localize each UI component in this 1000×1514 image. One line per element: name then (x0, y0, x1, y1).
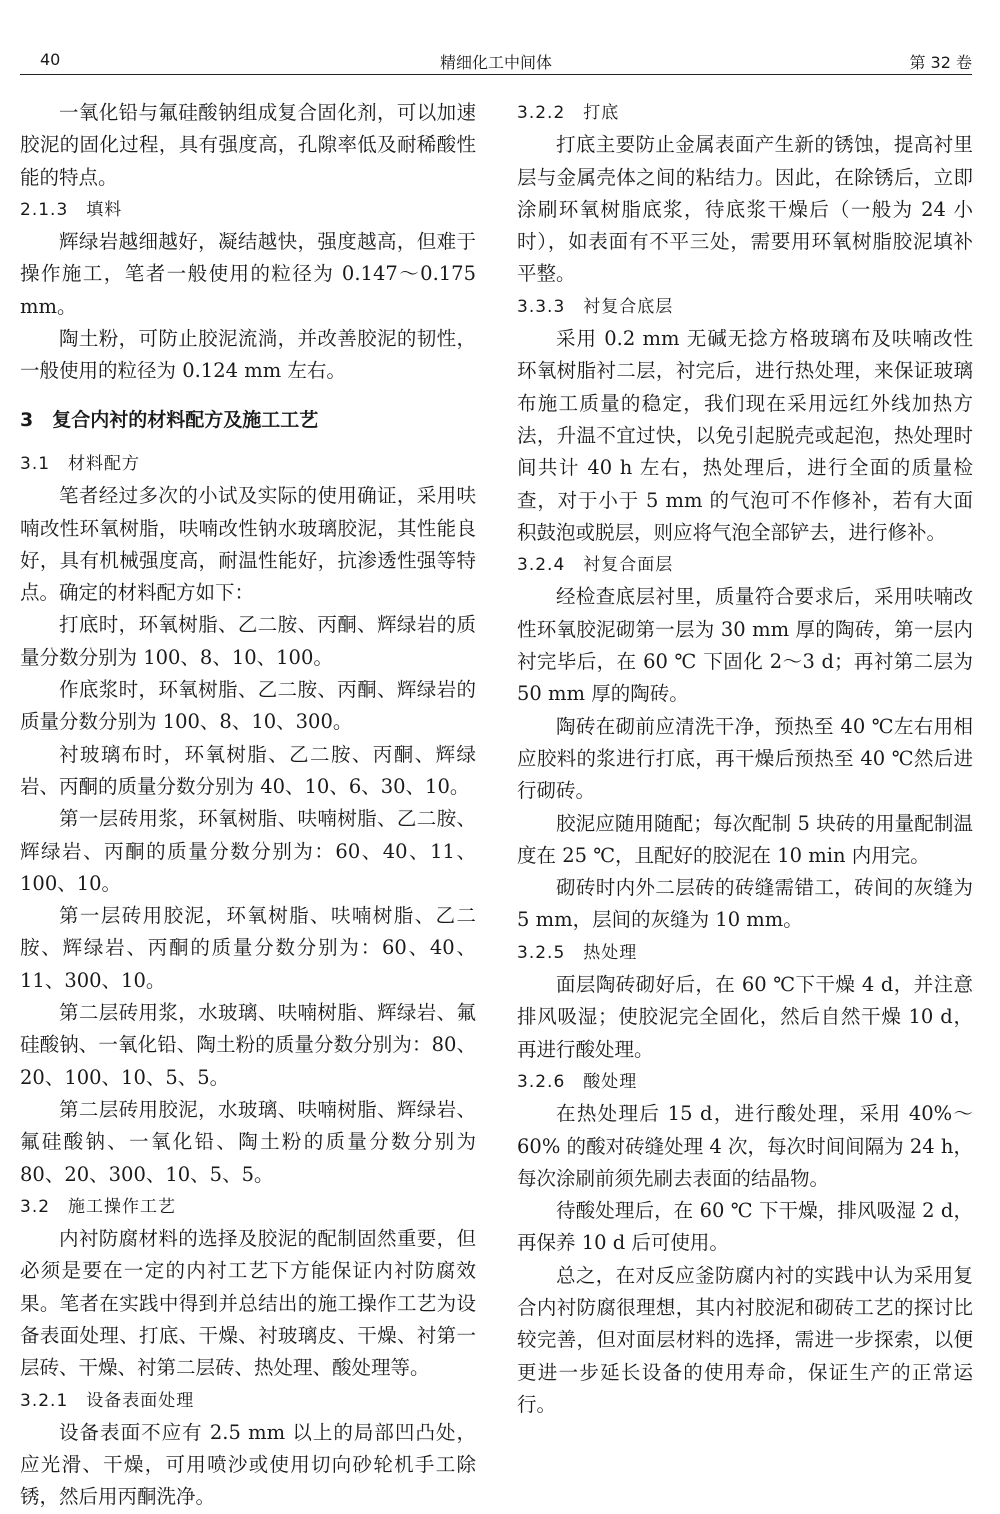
paragraph: 内衬防腐材料的选择及胶泥的配制固然重要，但必须是要在一定的内衬工艺下方能保证内衬防腐效果。笔者在实践中得到并总结出的施工操作工艺为设备表面处理、打底、干燥、衬玻璃皮、干燥、衬第一层砖、干燥、衬第二层砖、热处理、酸处理等。 (20, 1227, 476, 1380)
section-heading: 3.2 施工操作工艺 (20, 1196, 177, 1217)
paragraph: 笔者经过多次的小试及实际的使用确证，采用呋喃改性环氧树脂，呋喃改性钠水玻璃胶泥，其性能良好，具有机械强度高，耐温性能好，抗渗透性强等特点。确定的材料配方如下： (20, 484, 476, 605)
paragraph: 第一层砖用胶泥，环氧树脂、呋喃树脂、乙二胺、辉绿岩、丙酮的质量分数分别为：60、40、11、300、10。 (20, 904, 476, 992)
paragraph: 衬玻璃布时，环氧树脂、乙二胺、丙酮、辉绿岩、丙酮的质量分数分别为 40、10、6、30、10。 (20, 742, 476, 798)
left-column (20, 97, 476, 1514)
paragraph: 在热处理后 15 d，进行酸处理，采用 40%～60% 的酸对砖缝处理 4 次，每次时间间隔为 24 h，每次涂刷前须先刷去表面的结晶物。 (517, 1102, 973, 1190)
section-heading: 3.3.3 衬复合底层 (517, 296, 674, 317)
section-heading: 3.2.1 设备表面处理 (20, 1390, 195, 1411)
paragraph: 设备表面不应有 2.5 mm 以上的局部凹凸处，应光滑、干燥，可用喷沙或使用切向砂轮机手工除锈，然后用丙酮洗净。 (20, 1420, 476, 1509)
page-number: 40 (40, 50, 61, 69)
paragraph: 陶土粉，可防止胶泥流淌，并改善胶泥的韧性，一般使用的粒径为 0.124 mm 左右。 (20, 327, 476, 383)
paragraph: 胶泥应随用随配；每次配制 5 块砖的用量配制温度在 25 ℃，且配好的胶泥在 10 min 内用完。 (517, 811, 973, 867)
paragraph: 陶砖在砌前应清洗干净，预热至 40 ℃左右用相应胶料的浆进行打底，再干燥后预热至 40 ℃然后进行砌砖。 (517, 714, 973, 803)
section-heading: 3 复合内衬的材料配方及施工工艺 (20, 408, 319, 431)
section-heading: 3.2.6 酸处理 (517, 1071, 638, 1092)
volume-label: 第 32 卷 (909, 53, 972, 72)
journal-title: 精细化工中间体 (439, 53, 552, 72)
paragraph: 作底浆时，环氧树脂、乙二胺、丙酮、辉绿岩的质量分数分别为 100、8、10、300。 (20, 678, 476, 734)
paragraph: 砌砖时内外二层砖的砖缝需错工，砖间的灰缝为 5 mm，层间的灰缝为 10 mm。 (517, 876, 973, 932)
paragraph: 采用 0.2 mm 无碱无捻方格玻璃布及呋喃改性环氧树脂衬二层，衬完后，进行热处理，来保证玻璃布施工质量的稳定，我们现在采用远红外线加热方法，升温不宜过快，以免引起脱壳或起泡，热处理时间共计 40 h 左右，热处理后，进行全面的质量检查，对于小于 5 mm 的气泡可不作修补，若有大面积鼓泡或脱层，则应将气泡全部铲去，进行修补。 (517, 327, 973, 544)
section-heading: 3.2.4 衬复合面层 (517, 555, 674, 576)
paragraph: 一氧化铅与氟硅酸钠组成复合固化剂，可以加速胶泥的固化过程，具有强度高，孔隙率低及耐稀酸性能的特点。 (20, 101, 476, 189)
page-header (20, 46, 972, 75)
paragraph: 第一层砖用浆，环氧树脂、呋喃树脂、乙二胺、辉绿岩、丙酮的质量分数分别为：60、40、11、100、10。 (20, 807, 476, 895)
paragraph: 待酸处理后，在 60 ℃ 下干燥，排风吸湿 2 d，再保养 10 d 后可使用。 (517, 1199, 973, 1255)
section-heading: 3.2.2 打底 (517, 103, 620, 123)
paragraph: 面层陶砖砌好后，在 60 ℃下干燥 4 d，并注意排风吸湿；使胶泥完全固化，然后自然干燥 10 d，再进行酸处理。 (517, 973, 973, 1061)
paragraph: 打底主要防止金属表面产生新的锈蚀，提高衬里层与金属壳体之间的粘结力。因此，在除锈后，立即涂刷环氧树脂底浆，待底浆干燥后（一般为 24 小时），如表面有不平三处，需要用环氧树脂胶泥填补平整。 (517, 133, 973, 286)
paragraph: 第二层砖用浆，水玻璃、呋喃树脂、辉绿岩、氟硅酸钠、一氧化铅、陶土粉的质量分数分别为：80、20、100、10、5、5。 (20, 1001, 476, 1089)
paragraph: 经检查底层衬里，质量符合要求后，采用呋喃改性环氧胶泥砌第一层为 30 mm 厚的陶砖，第一层内衬完毕后，在 60 ℃ 下固化 2～3 d；再衬第二层为 50 mm 厚的陶砖。 (517, 585, 973, 706)
section-heading: 2.1.3 填料 (20, 199, 123, 220)
paragraph: 打底时，环氧树脂、乙二胺、丙酮、辉绿岩的质量分数分别为 100、8、10、100。 (20, 613, 476, 669)
paragraph: 辉绿岩越细越好，凝结越快，强度越高，但难于操作施工，笔者一般使用的粒径为 0.147～0.175 mm。 (20, 230, 476, 318)
section-heading: 3.1 材料配方 (20, 453, 141, 474)
paragraph: 第二层砖用胶泥，水玻璃、呋喃树脂、辉绿岩、氟硅酸钠、一氧化铅、陶土粉的质量分数分别为 80、20、300、10、5、5。 (20, 1097, 476, 1186)
right-column (517, 97, 973, 1421)
section-heading: 3.2.5 热处理 (517, 942, 638, 963)
paragraph: 总之，在对反应釜防腐内衬的实践中认为采用复合内衬防腐很理想，其内衬胶泥和砌砖工艺的探讨比较完善，但对面层材料的选择，需进一步探索，以便更进一步延长设备的使用寿命，保证生产的正常运行。 (517, 1263, 973, 1416)
